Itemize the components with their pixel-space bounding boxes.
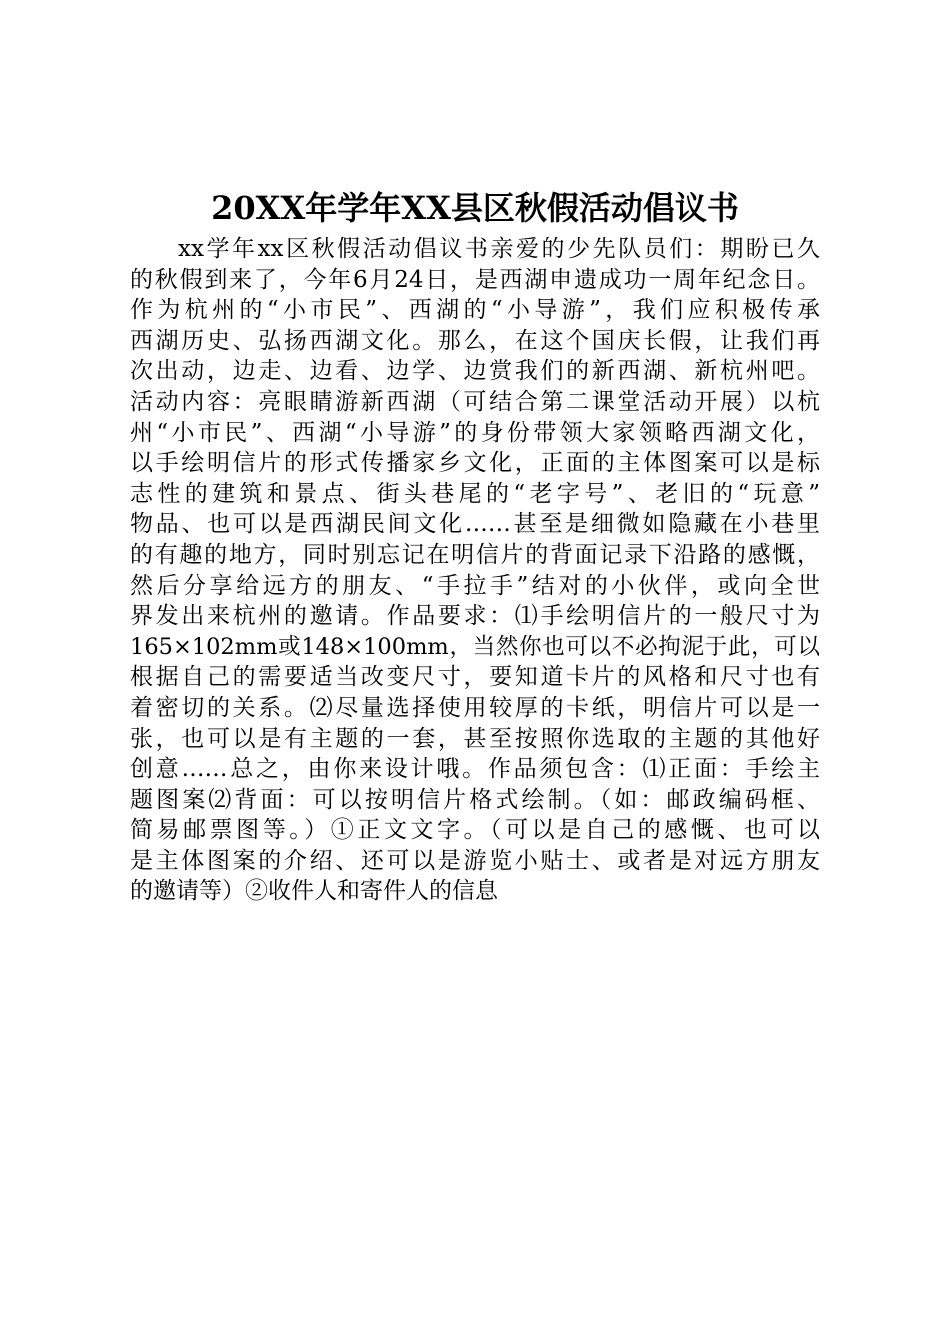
body-line: 着密切的关系。⑵尽量选择使用较厚的卡纸，明信片可以是一 bbox=[130, 694, 820, 721]
body-line: 是主体图案的介绍、还可以是游览小贴士、或者是对远方朋友 bbox=[130, 847, 820, 874]
body-line: 根据自己的需要适当改变尺寸，要知道卡片的风格和尺寸也有 bbox=[130, 664, 820, 691]
body-line: 张，也可以是有主题的一套，甚至按照你选取的主题的其他好 bbox=[130, 725, 820, 752]
body-line: 活动内容：亮眼睛游新西湖（可结合第二课堂活动开展）以杭 bbox=[130, 388, 820, 415]
body-line: 然后分享给远方的朋友、“手拉手”结对的小伙伴，或向全世 bbox=[130, 572, 820, 599]
body-line: xx学年xx区秋假活动倡议书亲爱的少先队员们：期盼已久 bbox=[178, 236, 820, 262]
body-line: 的秋假到来了，今年6月24日，是西湖申遗成功一周年纪念日。 bbox=[130, 266, 820, 293]
body-line: 题图案⑵背面：可以按明信片格式绘制。（如：邮政编码框、 bbox=[130, 786, 820, 813]
body-line: 州“小市民”、西湖“小导游”的身份带领大家领略西湖文化， bbox=[130, 419, 820, 446]
body-line: 的有趣的地方，同时别忘记在明信片的背面记录下沿路的感慨， bbox=[130, 541, 820, 568]
body-line: 以手绘明信片的形式传播家乡文化，正面的主体图案可以是标 bbox=[130, 450, 820, 477]
document-title: 20XX年学年XX县区秋假活动倡议书 bbox=[211, 189, 739, 227]
body-line: 次出动，边走、边看、边学、边赏我们的新西湖、新杭州吧。 bbox=[130, 358, 820, 385]
body-line: 界发出来杭州的邀请。作品要求：⑴手绘明信片的一般尺寸为 bbox=[130, 603, 820, 630]
body-line: 作为杭州的“小市民”、西湖的“小导游”，我们应积极传承 bbox=[130, 297, 820, 324]
body-line: 165×102mm或148×100mm，当然你也可以不必拘泥于此，可以 bbox=[130, 633, 820, 660]
body-line: 的邀请等）②收件人和寄件人的信息 bbox=[130, 878, 498, 905]
body-line: 物品、也可以是西湖民间文化……甚至是细微如隐藏在小巷里 bbox=[130, 511, 820, 538]
body-line: 志性的建筑和景点、街头巷尾的“老字号”、老旧的“玩意” bbox=[130, 480, 820, 507]
body-line: 创意……总之，由你来设计哦。作品须包含：⑴正面：手绘主 bbox=[130, 756, 820, 783]
body-line: 西湖历史、弘扬西湖文化。那么，在这个国庆长假，让我们再 bbox=[130, 327, 820, 354]
body-line: 简易邮票图等。）①正文文字。（可以是自己的感慨、也可以 bbox=[130, 817, 820, 844]
document-body bbox=[130, 234, 820, 907]
